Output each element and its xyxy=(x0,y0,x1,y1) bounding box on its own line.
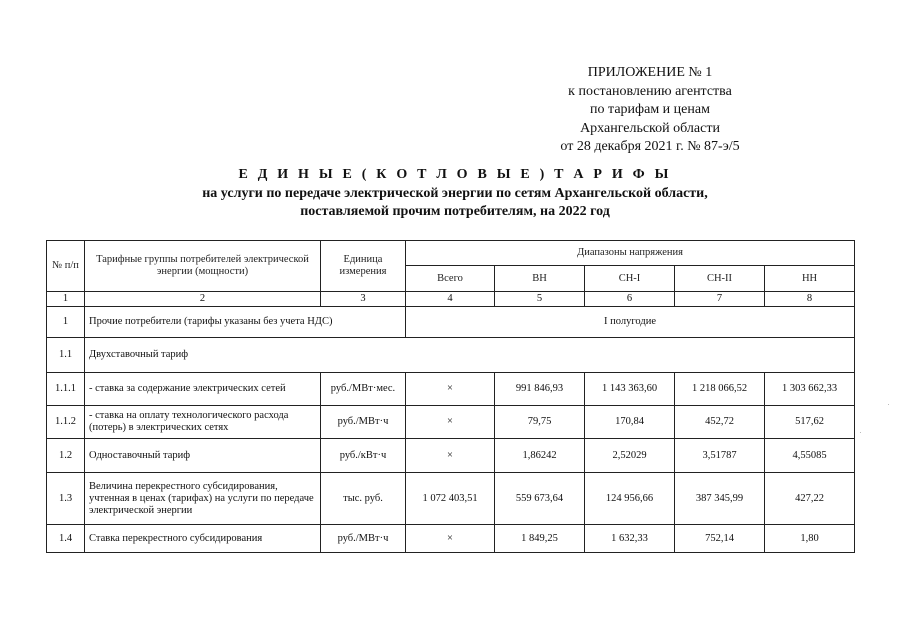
column-number: 8 xyxy=(765,292,855,307)
row-num: 1.1.1 xyxy=(47,373,85,406)
column-number: 3 xyxy=(321,292,406,307)
cell-nn: 1 303 662,33 xyxy=(765,373,855,406)
cell-nn: 4,55085 xyxy=(765,439,855,473)
cell-vn: 1 849,25 xyxy=(495,525,585,553)
row-unit: руб./МВт·мес. xyxy=(321,373,406,406)
header-unit: Единица измерения xyxy=(321,241,406,292)
header-sn2: СН-II xyxy=(675,266,765,292)
row-num: 1.2 xyxy=(47,439,85,473)
row-label: Величина перекрестного субсидирования, учтенная в ценах (тарифах) на услуги по передаче электрической энергии xyxy=(85,473,321,525)
cell-vn: 991 846,93 xyxy=(495,373,585,406)
scan-speck xyxy=(860,432,861,433)
cell-all: × xyxy=(406,406,495,439)
row-unit: руб./МВт·ч xyxy=(321,525,406,553)
row-num: 1.3 xyxy=(47,473,85,525)
section-label: Прочие потребители (тарифы указаны без учета НДС) xyxy=(85,307,406,338)
subsection-row xyxy=(47,338,855,373)
header-num: № п/п xyxy=(47,241,85,292)
column-number: 6 xyxy=(585,292,675,307)
cell-vn: 79,75 xyxy=(495,406,585,439)
row-unit: тыс. руб. xyxy=(321,473,406,525)
row-unit: руб./МВт·ч xyxy=(321,406,406,439)
cell-sn2: 3,51787 xyxy=(675,439,765,473)
table-row xyxy=(47,439,855,473)
row-label: - ставка на оплату технологического расхода (потерь) в электрических сетях xyxy=(85,406,321,439)
appendix-date: от 28 декабря 2021 г. № 87-э/5 xyxy=(560,139,740,154)
column-number: 7 xyxy=(675,292,765,307)
row-label: - ставка за содержание электрических сетей xyxy=(85,373,321,406)
header-all: Всего xyxy=(406,266,495,292)
column-numbers-row xyxy=(47,292,855,307)
appendix-line: по тарифам и ценам xyxy=(590,102,710,117)
cell-all: 1 072 403,51 xyxy=(406,473,495,525)
table-row xyxy=(47,473,855,525)
cell-sn1: 2,52029 xyxy=(585,439,675,473)
column-number: 4 xyxy=(406,292,495,307)
title-subtitle: на услуги по передаче электрической энергии по сетям Архангельской области, xyxy=(202,185,708,201)
cell-sn1: 1 632,33 xyxy=(585,525,675,553)
subsection-label: Двухставочный тариф xyxy=(85,338,855,373)
header-nn: НН xyxy=(765,266,855,292)
tariff-table xyxy=(46,240,855,553)
header-groups: Тарифные группы потребителей электрической энергии (мощности) xyxy=(85,241,321,292)
row-label: Ставка перекрестного субсидирования xyxy=(85,525,321,553)
title-subtitle: поставляемой прочим потребителям, на 2022 год xyxy=(300,204,610,219)
cell-sn2: 452,72 xyxy=(675,406,765,439)
table-row xyxy=(47,373,855,406)
table-row xyxy=(47,406,855,439)
cell-all: × xyxy=(406,439,495,473)
column-number: 5 xyxy=(495,292,585,307)
title-main: Е Д И Н Ы Е ( К О Т Л О В Ы Е ) Т А Р И Ф Ы xyxy=(238,167,672,182)
column-number: 2 xyxy=(85,292,321,307)
cell-sn1: 124 956,66 xyxy=(585,473,675,525)
section-row xyxy=(47,307,855,338)
cell-sn2: 387 345,99 xyxy=(675,473,765,525)
cell-all: × xyxy=(406,373,495,406)
header-ranges: Диапазоны напряжения xyxy=(406,241,855,266)
appendix-line: Архангельской области xyxy=(580,120,720,136)
document-title xyxy=(60,166,850,222)
column-number: 1 xyxy=(47,292,85,307)
section-period: I полугодие xyxy=(406,307,855,338)
header-vn: ВН xyxy=(495,266,585,292)
row-num: 1.1.2 xyxy=(47,406,85,439)
cell-nn: 1,80 xyxy=(765,525,855,553)
row-unit: руб./кВт·ч xyxy=(321,439,406,473)
appendix-title: ПРИЛОЖЕНИЕ № 1 xyxy=(587,65,713,80)
row-num: 1.1 xyxy=(47,338,85,373)
cell-vn: 1,86242 xyxy=(495,439,585,473)
cell-nn: 517,62 xyxy=(765,406,855,439)
cell-vn: 559 673,64 xyxy=(495,473,585,525)
row-num: 1.4 xyxy=(47,525,85,553)
scan-speck xyxy=(888,404,889,405)
cell-sn2: 752,14 xyxy=(675,525,765,553)
cell-sn2: 1 218 066,52 xyxy=(675,373,765,406)
cell-nn: 427,22 xyxy=(765,473,855,525)
cell-all: × xyxy=(406,525,495,553)
table-row xyxy=(47,525,855,553)
header-sn1: СН-I xyxy=(585,266,675,292)
row-num: 1 xyxy=(47,307,85,338)
row-label: Одноставочный тариф xyxy=(85,439,321,473)
cell-sn1: 170,84 xyxy=(585,406,675,439)
appendix-block xyxy=(520,64,780,157)
cell-sn1: 1 143 363,60 xyxy=(585,373,675,406)
appendix-line: к постановлению агентства xyxy=(568,83,732,99)
